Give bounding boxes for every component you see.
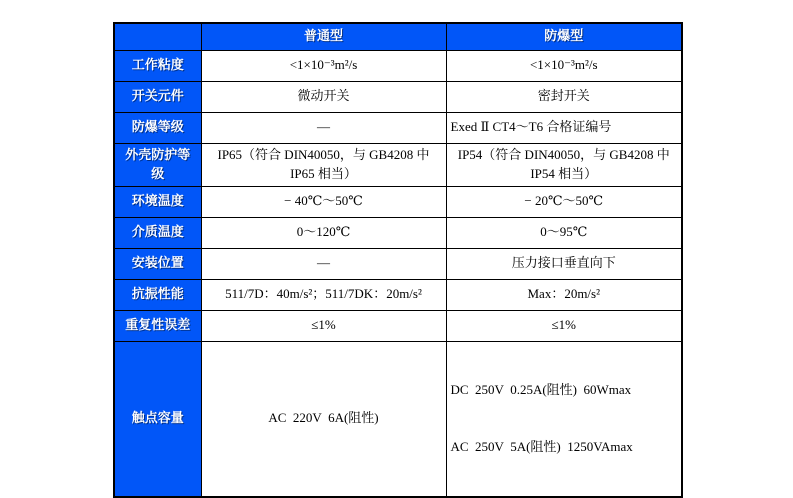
row-label: 介质温度	[114, 217, 201, 248]
explosion-value: 0～95℃	[446, 217, 682, 248]
normal-value: 微动开关	[201, 81, 446, 112]
explosion-value-line-ac: AC 250V 5A(阻性) 1250VAmax	[450, 438, 633, 454]
explosion-value: − 20℃～50℃	[446, 186, 682, 217]
normal-value: 511/7D：40m/s²；511/7DK：20m/s²	[201, 279, 446, 310]
normal-value: —	[201, 112, 446, 143]
table-row-repeatability-error	[114, 310, 682, 341]
header-row	[114, 23, 682, 50]
row-label: 外壳防护等级	[114, 143, 201, 186]
explosion-value: 压力接口垂直向下	[446, 248, 682, 279]
table-row-vibration-resistance	[114, 279, 682, 310]
header-corner-cell	[114, 23, 201, 50]
row-label: 开关元件	[114, 81, 201, 112]
row-label: 环境温度	[114, 186, 201, 217]
normal-value: —	[201, 248, 446, 279]
explosion-value: 密封开关	[446, 81, 682, 112]
table-row-enclosure-protection	[114, 143, 682, 186]
table-row-contact-capacity	[114, 341, 682, 497]
row-label: 安装位置	[114, 248, 201, 279]
header-normal-type: 普通型	[201, 23, 446, 50]
row-label: 工作粘度	[114, 50, 201, 81]
normal-value: <1×10⁻³m²/s	[201, 50, 446, 81]
explosion-value: IP54（符合 DIN40050，与 GB4208 中 IP54 相当）	[446, 143, 682, 186]
table-row-ambient-temperature	[114, 186, 682, 217]
table-row-mounting-position	[114, 248, 682, 279]
normal-value: 0～120℃	[201, 217, 446, 248]
table-row-explosion-proof-grade	[114, 112, 682, 143]
explosion-value: Max：20m/s²	[446, 279, 682, 310]
normal-value: − 40℃～50℃	[201, 186, 446, 217]
row-label: 防爆等级	[114, 112, 201, 143]
normal-value: ≤1%	[201, 310, 446, 341]
row-label: 抗振性能	[114, 279, 201, 310]
table-row-medium-temperature	[114, 217, 682, 248]
table-row-working-viscosity	[114, 50, 682, 81]
normal-value: AC 220V 6A(阻性)	[201, 341, 446, 497]
spec-table	[113, 22, 683, 498]
explosion-value	[446, 341, 682, 497]
table-row-switch-element	[114, 81, 682, 112]
normal-value: IP65（符合 DIN40050，与 GB4208 中 IP65 相当）	[201, 143, 446, 186]
explosion-value: <1×10⁻³m²/s	[446, 50, 682, 81]
explosion-value-line-dc: DC 250V 0.25A(阻性) 60Wmax	[450, 382, 632, 398]
explosion-value: ≤1%	[446, 310, 682, 341]
explosion-value: Exed Ⅱ CT4～T6 合格证编号	[446, 112, 682, 143]
row-label: 重复性误差	[114, 310, 201, 341]
header-explosion-type: 防爆型	[446, 23, 682, 50]
row-label: 触点容量	[114, 341, 201, 497]
